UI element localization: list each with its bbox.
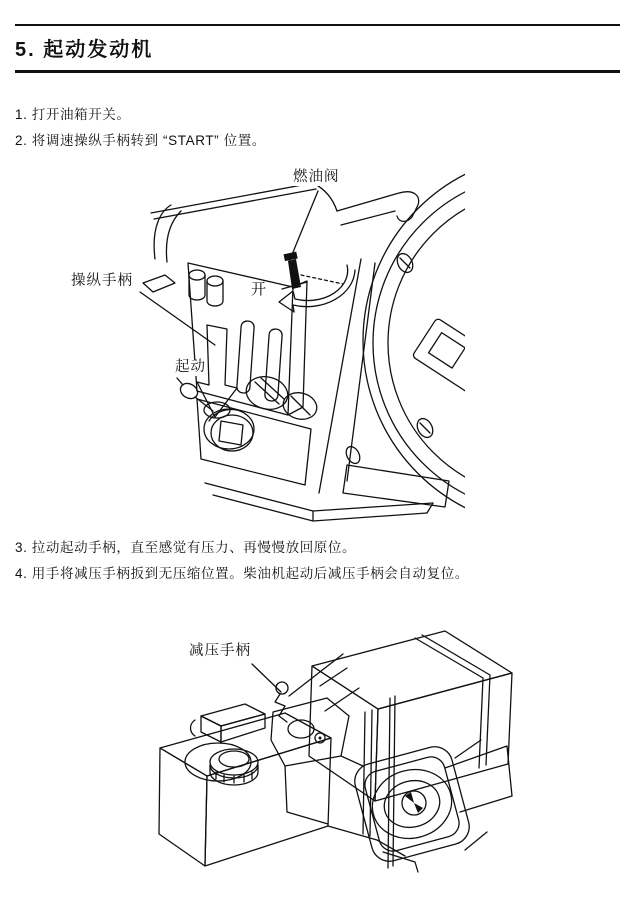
instruction-step-1: 1. 打开油箱开关。 bbox=[15, 107, 131, 122]
label-control-lever: 操纵手柄 bbox=[71, 273, 133, 289]
label-start-position: 起动 bbox=[175, 359, 206, 375]
label-valve-open-position: 开 bbox=[251, 281, 268, 298]
instruction-step-4: 4. 用手将减压手柄扳到无压缩位置。柴油机起动后减压手柄会自动复位。 bbox=[15, 566, 469, 581]
instruction-step-3: 3. 拉动起动手柄，直至感觉有压力、再慢慢放回原位。 bbox=[15, 540, 357, 555]
figure-decompression-lever bbox=[115, 616, 515, 878]
title-divider bbox=[15, 70, 620, 73]
engine-control-diagram bbox=[55, 163, 465, 533]
top-divider bbox=[15, 24, 620, 26]
label-decompression-lever: 减压手柄 bbox=[189, 643, 251, 659]
label-fuel-valve: 燃油阀 bbox=[293, 169, 340, 185]
page-title: 5. 起动发动机 bbox=[15, 39, 154, 61]
engine-overview-diagram bbox=[115, 616, 515, 878]
figure-start-controls bbox=[55, 163, 465, 533]
instruction-step-2: 2. 将调速操纵手柄转到 “START” 位置。 bbox=[15, 133, 266, 148]
